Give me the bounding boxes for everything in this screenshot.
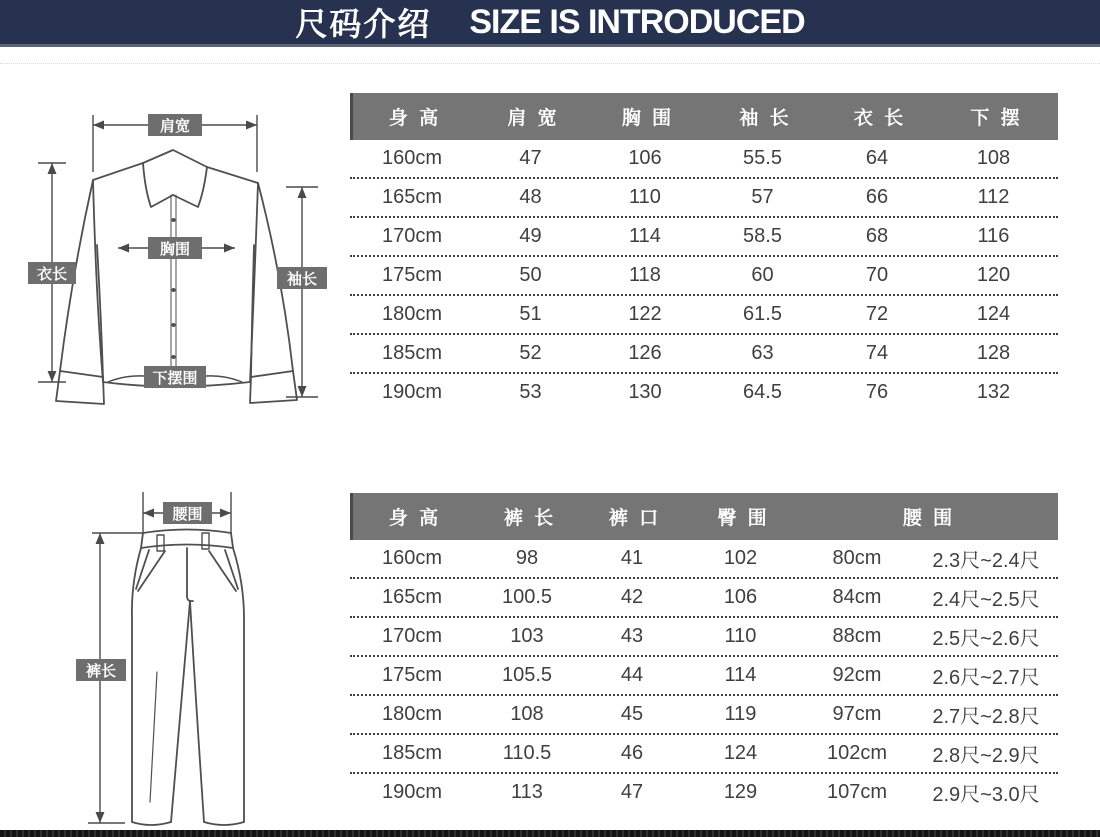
shirt-table-header xyxy=(350,93,1058,140)
table-cell: 63 xyxy=(751,342,774,364)
table-cell: 43 xyxy=(620,625,644,647)
table-cell: 41 xyxy=(620,547,644,569)
table-cell: 165cm xyxy=(381,586,443,608)
column-header: 肩 宽 xyxy=(507,108,560,129)
table-row xyxy=(350,140,1058,179)
table-cell: 2.4尺~2.5尺 xyxy=(932,589,1040,611)
table-cell: 114 xyxy=(724,664,757,686)
table-cell: 64.5 xyxy=(743,381,782,403)
table-cell: 48 xyxy=(519,186,542,208)
pants-table-body xyxy=(350,540,1058,811)
column-header: 衣 长 xyxy=(853,108,907,129)
table-cell: 175cm xyxy=(381,664,443,686)
table-cell: 105.5 xyxy=(501,664,553,686)
table-cell: 160cm xyxy=(381,147,443,169)
column-header: 下 摆 xyxy=(970,108,1023,129)
table-cell: 88cm xyxy=(832,625,882,647)
table-cell: 108 xyxy=(976,147,1011,169)
table-cell: 74 xyxy=(865,342,889,364)
table-cell: 175cm xyxy=(381,264,443,286)
table-cell: 66 xyxy=(865,186,889,208)
table-cell: 60 xyxy=(751,264,774,286)
pants-illustration xyxy=(55,488,355,833)
table-cell: 47 xyxy=(620,781,644,803)
column-header: 胸 围 xyxy=(621,108,675,129)
table-cell: 70 xyxy=(865,264,889,286)
table-cell: 124 xyxy=(723,742,758,764)
table-cell: 185cm xyxy=(381,742,443,764)
table-row xyxy=(350,774,1058,811)
table-cell: 55.5 xyxy=(743,147,782,169)
column-header: 身 高 xyxy=(388,108,442,129)
table-cell: 110.5 xyxy=(502,742,552,764)
table-row xyxy=(350,618,1058,657)
pants-table-header xyxy=(350,493,1058,540)
divider-line xyxy=(0,63,1100,64)
table-cell: 102 xyxy=(723,547,758,569)
table-cell: 51 xyxy=(519,303,542,325)
table-cell: 46 xyxy=(620,742,644,764)
column-header: 裤 口 xyxy=(608,508,662,529)
table-cell: 72 xyxy=(865,303,889,325)
table-cell: 45 xyxy=(620,703,644,725)
table-cell: 68 xyxy=(865,225,889,247)
table-cell: 185cm xyxy=(381,342,443,364)
table-cell: 124 xyxy=(976,303,1011,325)
column-header: 臀 围 xyxy=(717,508,770,529)
table-cell: 170cm xyxy=(381,225,443,247)
table-cell: 64 xyxy=(865,147,889,169)
table-cell: 102cm xyxy=(826,742,888,764)
table-cell: 110 xyxy=(724,625,757,647)
table-cell: 190cm xyxy=(381,381,443,403)
table-cell: 120 xyxy=(976,264,1011,286)
table-cell: 98 xyxy=(515,547,539,569)
table-cell: 170cm xyxy=(381,625,443,647)
table-row xyxy=(350,579,1058,618)
table-cell: 2.5尺~2.6尺 xyxy=(932,628,1040,650)
table-row xyxy=(350,540,1058,579)
table-row xyxy=(350,179,1058,218)
table-cell: 160cm xyxy=(381,547,443,569)
table-cell: 76 xyxy=(865,381,889,403)
table-row xyxy=(350,657,1058,696)
table-row xyxy=(350,374,1058,411)
table-cell: 107cm xyxy=(826,781,888,803)
table-row xyxy=(350,735,1058,774)
table-cell: 122 xyxy=(628,303,662,325)
waist-label: 腰围 xyxy=(172,506,203,523)
table-cell: 2.8尺~2.9尺 xyxy=(932,745,1040,767)
table-cell: 129 xyxy=(723,781,758,803)
column-header: 袖 长 xyxy=(739,108,792,129)
column-header: 裤 长 xyxy=(503,508,557,529)
table-cell: 42 xyxy=(620,586,644,608)
shirt-diagram xyxy=(20,95,340,435)
table-cell: 103 xyxy=(510,625,544,647)
table-cell: 97cm xyxy=(832,703,882,725)
table-cell: 50 xyxy=(519,264,542,286)
table-row xyxy=(350,696,1058,735)
hem-label: 下摆围 xyxy=(152,370,198,387)
table-cell: 165cm xyxy=(381,186,443,208)
table-cell: 180cm xyxy=(381,703,443,725)
table-cell: 44 xyxy=(620,664,644,686)
pants-size-table xyxy=(350,493,1058,811)
banner xyxy=(0,0,1100,47)
table-cell: 106 xyxy=(723,586,758,608)
bottom-strip xyxy=(0,830,1100,837)
shirt-size-table xyxy=(350,93,1058,411)
table-cell: 100.5 xyxy=(501,586,553,608)
table-cell: 126 xyxy=(628,342,662,364)
table-row xyxy=(350,257,1058,296)
table-cell: 49 xyxy=(519,225,542,247)
shoulder-width-label: 肩宽 xyxy=(159,118,191,135)
table-cell: 110 xyxy=(629,186,661,208)
table-cell: 112 xyxy=(977,186,1010,208)
table-cell: 190cm xyxy=(381,781,443,803)
pants-diagram xyxy=(55,488,355,837)
table-cell: 84cm xyxy=(832,586,882,608)
table-cell: 2.7尺~2.8尺 xyxy=(932,706,1040,728)
table-cell: 116 xyxy=(977,225,1010,247)
table-cell: 106 xyxy=(628,147,662,169)
table-cell: 132 xyxy=(976,381,1011,403)
table-cell: 2.3尺~2.4尺 xyxy=(932,550,1040,572)
pants-length-label: 裤长 xyxy=(85,663,117,680)
table-cell: 58.5 xyxy=(743,225,782,247)
table-cell: 92cm xyxy=(832,664,882,686)
table-cell: 2.6尺~2.7尺 xyxy=(932,667,1040,689)
table-cell: 47 xyxy=(519,147,542,169)
table-cell: 80cm xyxy=(832,547,882,569)
table-cell: 52 xyxy=(519,342,542,364)
table-cell: 2.9尺~3.0尺 xyxy=(932,784,1040,806)
table-row xyxy=(350,218,1058,257)
table-cell: 114 xyxy=(629,225,661,247)
table-cell: 130 xyxy=(628,381,662,403)
banner-title-en: SIZE IS INTRODUCED xyxy=(469,2,805,41)
banner-title-zh: 尺码介绍 xyxy=(295,6,432,42)
column-header: 身 高 xyxy=(388,508,442,529)
table-cell: 128 xyxy=(976,342,1011,364)
column-header: 腰 围 xyxy=(902,508,956,529)
table-cell: 108 xyxy=(510,703,544,725)
sleeve-length-label: 袖长 xyxy=(286,271,318,288)
table-cell: 119 xyxy=(724,703,757,725)
table-row xyxy=(350,335,1058,374)
table-cell: 61.5 xyxy=(743,303,782,325)
chest-label: 胸围 xyxy=(159,241,191,258)
table-cell: 113 xyxy=(511,781,543,803)
table-row xyxy=(350,296,1058,335)
table-cell: 180cm xyxy=(381,303,443,325)
shirt-table-body xyxy=(350,140,1058,411)
table-cell: 53 xyxy=(519,381,542,403)
garment-length-label: 衣长 xyxy=(36,266,68,283)
table-cell: 57 xyxy=(751,186,774,208)
table-cell: 118 xyxy=(629,264,661,286)
shirt-illustration xyxy=(20,95,340,430)
